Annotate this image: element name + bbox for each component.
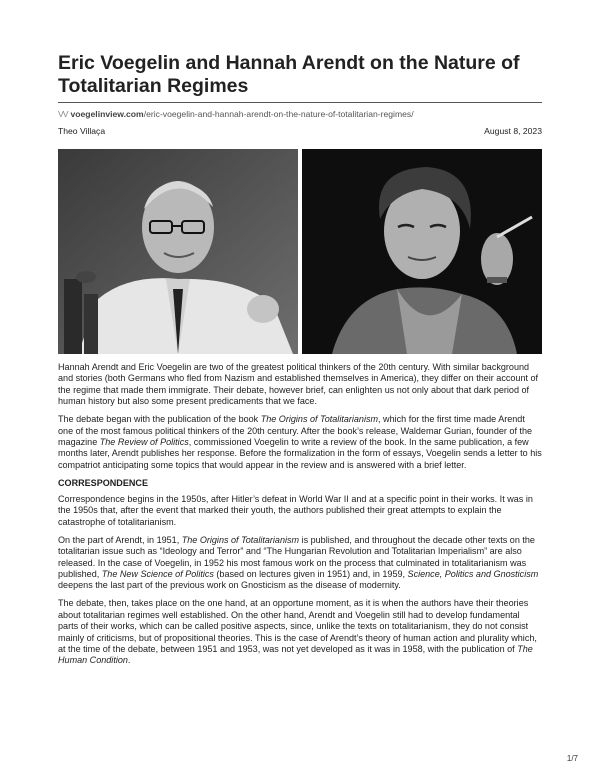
article-body <box>58 362 542 673</box>
title-divider <box>58 102 542 103</box>
magazine-title: The Review of Politics <box>99 436 189 447</box>
arendt-photo <box>302 149 542 354</box>
book-title: The Origins of Totalitarianism <box>260 414 379 425</box>
url-path: /eric-voegelin-and-hannah-arendt-on-the-nature-of-totalitarian-regimes/ <box>143 109 414 119</box>
author: Theo Villaça <box>58 126 106 136</box>
publish-date: August 8, 2023 <box>484 126 542 136</box>
source-url[interactable] <box>58 109 414 119</box>
book-title: The New Science of Politics <box>101 569 214 579</box>
section-heading: CORRESPONDENCE <box>58 477 148 488</box>
voegelin-photo <box>58 149 298 354</box>
article-photos <box>58 149 542 354</box>
article-meta <box>58 126 542 136</box>
paragraph: The debate, then, takes place on the one hand, at an opportune moment, as it is when the authors have their theories about totalitarian regimes well established. On the other hand, Arendt and Voegelin still had to develop fundamental parts of their works, which can be called positive aspects, since, unlike the texts on totalitarianism, they do not consist mainly of criticisms, but of propositional theories. This is the case of Arendt’s theory of human action and plurality which, at the time of the debate, between 1951 and 1953, was not yet developed as it was in 1958, with the publication of The Human Condition. <box>58 598 537 666</box>
book-title: The Origins of Totalitarianism <box>181 534 300 545</box>
site-logo-icon: VV <box>58 109 68 119</box>
paragraph: On the part of Arendt, in 1951, The Origins of Totalitarianism is published, and throughout the decade other texts on the totalitarian issue such as “Ideology and Terror” and “The Hungarian Revolution and Totalitarian Imperialism” are also released. In the case of Voegelin, in 1952 his most famous work on the process that culminated in totalitarianism was published, The New Science of Politics (based on lectures given in 1951) and, in 1959, Science, Politics and Gnosticism deepens the last part of the previous work on Gnosticism as the disease of modernity. <box>58 534 539 591</box>
book-title: Science, Politics and Gnosticism <box>407 569 539 579</box>
paragraph: Hannah Arendt and Eric Voegelin are two of the greatest political thinkers of the 20th century. With similar background and stories (both Germans who fled from Nazism and established themselves in America), they differ on their account of the regime that made them immigrate. Their debate, however brief, can enlighten us not only about that dark period of human history but also some present predicaments that we face. <box>58 362 539 407</box>
page-number: 1/7 <box>566 754 578 763</box>
paragraph: The debate began with the publication of the book The Origins of Totalitarianism, which for the first time made Arendt one of the most famous political thinkers of the 20th century. After the book’s release, Waldemar Gurian, founder of the magazine The Review of Politics, commissioned Voegelin to write a review of the book. In the same publication, a few months later, Arendt publishes her response. Before the formalization in the form of essays, Voegelin sends a letter to his compatriot anticipating some topics that would appear in the review and is answered with a brief letter. <box>58 414 542 470</box>
url-domain: voegelinview.com <box>70 109 144 119</box>
paragraph: Correspondence begins in the 1950s, after Hitler’s defeat in World War II and at a specific point in their works. It was in the 1950s that, after the event that marked their youth, the authors published their great attempts to explain the catastrophe of totalitarianism. <box>58 494 533 527</box>
book-title: The Human Condition <box>58 643 533 666</box>
article-title: Eric Voegelin and Hannah Arendt on the Nature of Totalitarian Regimes <box>58 52 520 97</box>
